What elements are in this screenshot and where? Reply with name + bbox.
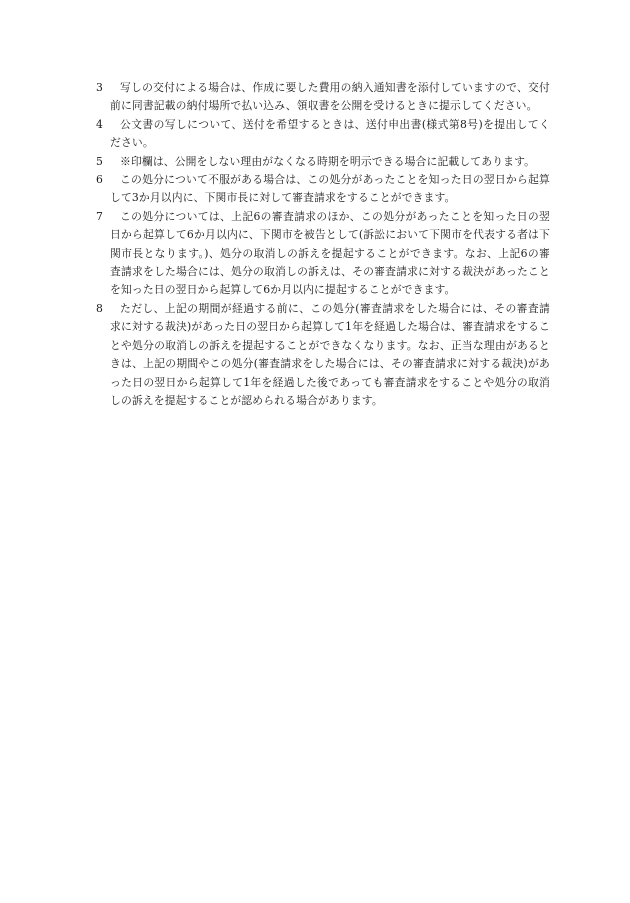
note-item-8 xyxy=(96,300,550,410)
note-text: ただし、上記の期間が経過する前に、この処分(審査請求をした場合には、その審査請求に対する裁決)があった日の翌日から起算して1年を経過した場合は、審査請求をすることや処分の取消しの訴えを提起することができなくなります。なお、正当な理由があるときは、上記の期間やこの処分(審査請求をした場合には、その審査請求に対する裁決)があった日の翌日から起算して1年を経過した後であっても審査請求をすることや処分の取消しの訴えを提起することが認められる場合があります。 xyxy=(110,301,550,407)
note-text: 公文書の写しについて、送付を希望するときは、送付申出書(様式第8号)を提出してください。 xyxy=(110,117,550,150)
note-text: この処分については、上記6の審査請求のほか、この処分があったことを知った日の翌日から起算して6か月以内に、下関市を被告として(訴訟において下関市を代表する者は下関市長となります。)、処分の取消しの訴えを提起することができます。なお、上記6の審査請求をした場合には、処分の取消しの訴えは、その審査請求に対する裁決があったことを知った日の翌日から起算して6か月以内に提起することができます。 xyxy=(110,209,550,297)
note-number: 3 xyxy=(96,81,104,94)
note-item-5 xyxy=(96,153,550,171)
note-text: ※印欄は、公開をしない理由がなくなる時期を明示できる場合に記載してあります。 xyxy=(120,154,536,168)
note-number: 5 xyxy=(96,154,104,168)
note-item-3 xyxy=(96,79,550,116)
note-text: この処分について不服がある場合は、この処分があったことを知った日の翌日から起算して3か月以内に、下関市長に対して審査請求をすることができます。 xyxy=(110,173,550,205)
note-number: 4 xyxy=(96,117,104,131)
note-number: 7 xyxy=(96,209,104,223)
note-item-7 xyxy=(96,208,550,300)
note-item-6 xyxy=(96,171,550,208)
note-number: 8 xyxy=(96,301,104,315)
note-number: 6 xyxy=(96,173,104,187)
note-text: 写しの交付による場合は、作成に要した費用の納入通知書を添付していますので、交付前に同書記載の納付場所で払い込み、領収書を公開を受けるときに提示してください。 xyxy=(110,81,550,113)
notes-list xyxy=(96,79,550,410)
note-item-4 xyxy=(96,116,550,153)
